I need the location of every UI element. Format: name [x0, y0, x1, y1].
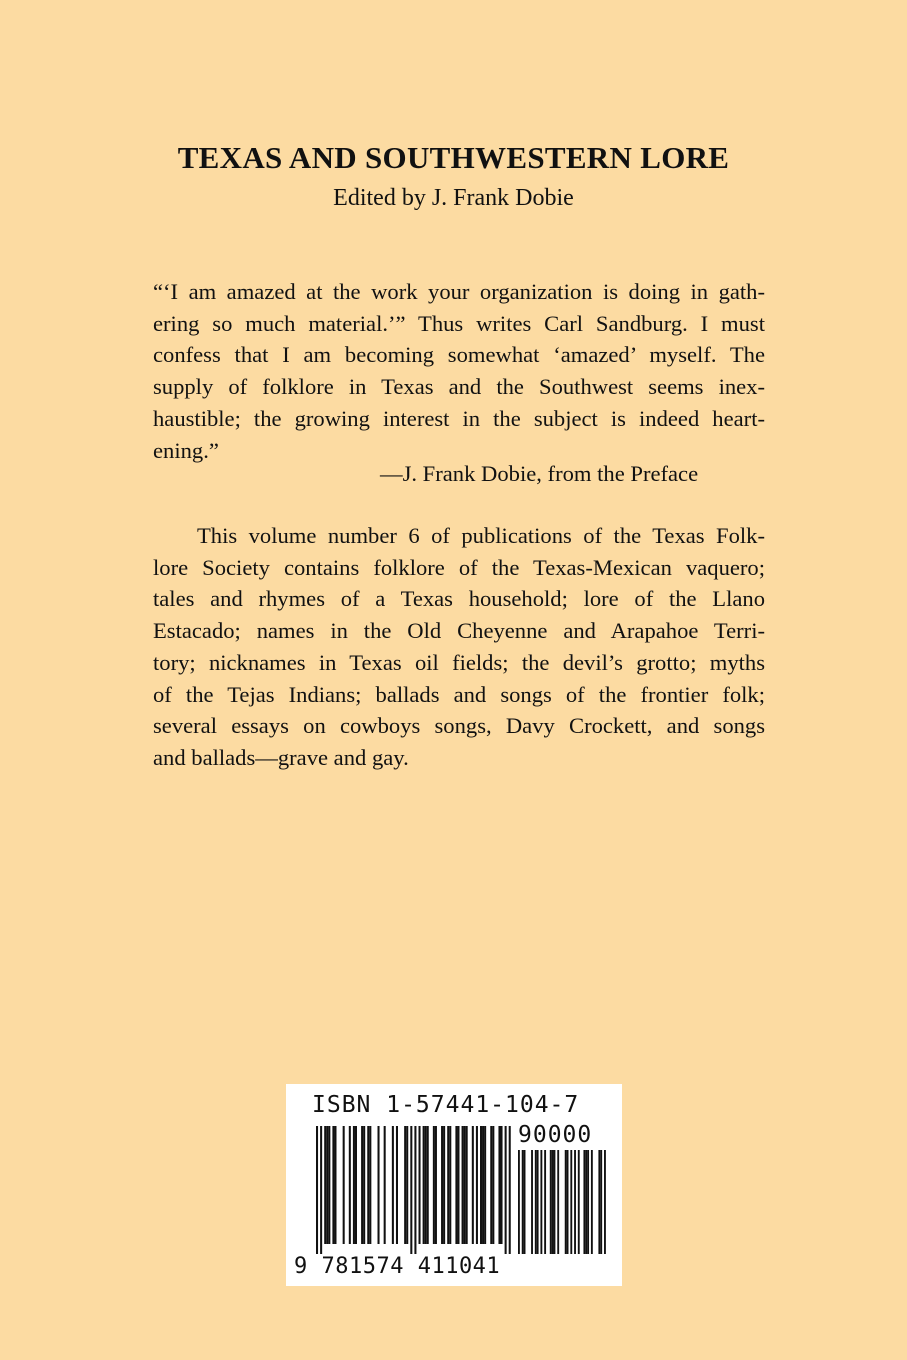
barcode-bar — [443, 1126, 445, 1244]
barcode-bar — [425, 1126, 427, 1244]
quote-line: confess that I am becoming somewhat ‘amazed’ myself. The — [153, 342, 765, 368]
barcode-bar — [419, 1126, 421, 1244]
barcode-bar — [384, 1126, 386, 1244]
book-description — [153, 520, 765, 774]
addon-bar — [535, 1150, 537, 1254]
isbn-barcode — [286, 1084, 622, 1286]
addon-bar — [591, 1150, 593, 1254]
editor-credit: Edited by J. Frank Dobie — [333, 185, 574, 211]
description-line: This volume number 6 of publications of the Texas Folk- — [197, 523, 765, 548]
barcode-bar — [449, 1126, 451, 1244]
addon-bar — [544, 1150, 546, 1254]
barcode-bar — [324, 1126, 326, 1244]
addon-bar — [537, 1150, 539, 1254]
barcode-bar — [423, 1126, 425, 1244]
description-line: and ballads—grave and gay. — [153, 744, 409, 770]
description-line: tales and rhymes of a Texas household; lore of the Llano — [153, 586, 765, 612]
barcode-bar — [369, 1126, 371, 1244]
addon-bar — [598, 1150, 600, 1254]
barcode-bar — [492, 1126, 494, 1244]
barcode-bar — [378, 1126, 380, 1244]
barcode-bar — [414, 1126, 416, 1254]
barcode-bar — [472, 1126, 474, 1244]
quote-line: ening.” — [153, 437, 219, 463]
barcode-bar — [435, 1126, 437, 1244]
addon-bar — [557, 1150, 559, 1254]
barcode-bar — [320, 1126, 322, 1254]
addon-bar — [600, 1150, 602, 1254]
barcode-bar — [484, 1126, 486, 1244]
barcode-bar — [367, 1126, 369, 1244]
barcode-bar — [447, 1126, 449, 1244]
addon-bar — [524, 1150, 526, 1254]
barcode-bar — [328, 1126, 330, 1244]
addon-bar — [522, 1150, 524, 1254]
barcode-bar — [332, 1126, 334, 1244]
barcode-bar — [455, 1126, 457, 1244]
quote-line: “‘I am amazed at the work your organization is doing in gath- — [153, 279, 765, 304]
barcode-bar — [396, 1126, 398, 1244]
barcode-bar — [349, 1126, 351, 1244]
barcode-bar — [316, 1126, 318, 1254]
addon-bar — [552, 1150, 554, 1254]
barcode-bar — [433, 1126, 435, 1244]
barcode-bar — [363, 1126, 365, 1244]
addon-bar — [574, 1150, 576, 1254]
isbn-label: ISBN 1-57441-104-7 — [312, 1092, 580, 1118]
addon-bar — [554, 1150, 556, 1254]
barcode-bar — [476, 1126, 478, 1244]
addon-bar — [587, 1150, 589, 1254]
barcode-bar — [457, 1126, 459, 1244]
barcode-bar — [410, 1126, 412, 1254]
addon-bar — [550, 1150, 552, 1254]
addon-bar — [585, 1150, 587, 1254]
addon-bar — [567, 1150, 569, 1254]
barcode-bar — [441, 1126, 443, 1244]
quote-attribution: —J. Frank Dobie, from the Preface — [380, 461, 699, 486]
barcode-bar — [498, 1126, 500, 1244]
description-line: several essays on cowboys songs, Davy Crockett, and songs — [153, 713, 765, 739]
barcode-bar — [466, 1126, 468, 1244]
barcode-bar — [353, 1126, 355, 1244]
barcode-bar — [361, 1126, 363, 1244]
preface-quote — [153, 276, 765, 466]
barcode-bar — [490, 1126, 492, 1244]
barcode-bar — [482, 1126, 484, 1244]
addon-bar — [604, 1150, 606, 1254]
price-code: 90000 — [518, 1122, 593, 1148]
addon-bar — [540, 1150, 542, 1254]
ean-digits: 9 781574 411041 — [294, 1254, 501, 1279]
description-line: tory; nicknames in Texas oil fields; the devil’s grotto; myths — [153, 649, 765, 675]
barcode-bar — [505, 1126, 507, 1254]
barcode-bar — [326, 1126, 328, 1244]
barcode-bar — [392, 1126, 394, 1244]
quote-line: haustible; the growing interest in the subject is indeed heart- — [153, 405, 765, 431]
description-line: lore Society contains folklore of the Texas-Mexican vaquero; — [153, 554, 765, 580]
addon-bar — [578, 1150, 580, 1254]
addon-bar — [518, 1150, 520, 1254]
addon-bar — [531, 1150, 533, 1254]
book-title: TEXAS AND SOUTHWESTERN LORE — [177, 140, 730, 175]
barcode-bar — [480, 1126, 482, 1244]
description-line: Estacado; names in the Old Cheyenne and Arapahoe Terri- — [153, 618, 765, 644]
addon-bar — [565, 1150, 567, 1254]
barcode-bar — [462, 1126, 464, 1244]
barcode-bar — [404, 1126, 406, 1244]
barcode-bar — [464, 1126, 466, 1244]
description-line: of the Tejas Indians; ballads and songs of the frontier folk; — [153, 681, 765, 707]
barcode-bar — [509, 1126, 511, 1254]
barcode-bar — [343, 1126, 345, 1244]
barcode-bar — [406, 1126, 408, 1244]
barcode-bar — [334, 1126, 336, 1244]
quote-line: ering so much material.’” Thus writes Carl Sandburg. I must — [153, 310, 765, 336]
barcode-bar — [355, 1126, 357, 1244]
quote-line: supply of folklore in Texas and the Southwest seems inex- — [153, 374, 765, 400]
barcode-bar — [427, 1126, 429, 1244]
addon-bar — [583, 1150, 585, 1254]
barcode-bar — [501, 1126, 503, 1244]
addon-bar — [570, 1150, 572, 1254]
